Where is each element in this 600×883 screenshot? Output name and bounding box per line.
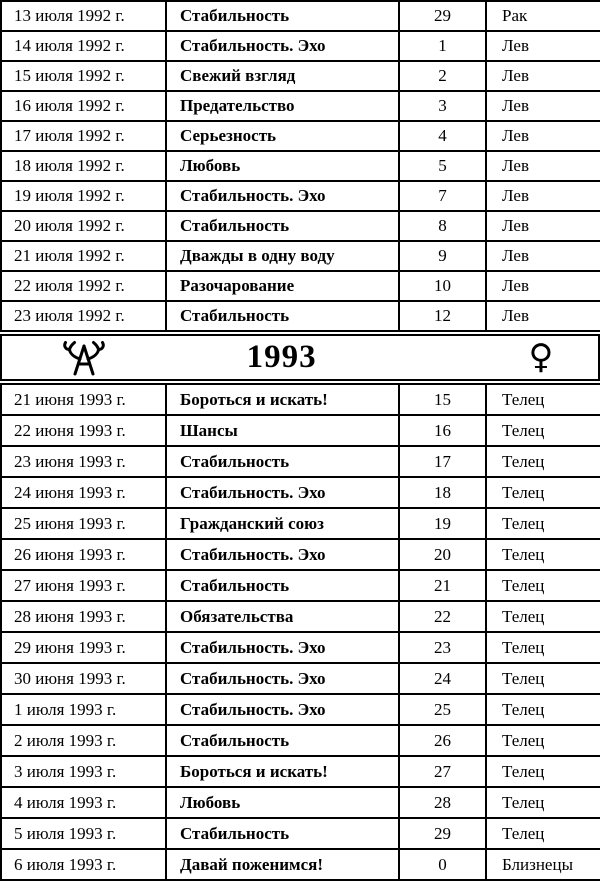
date-cell: 29 июня 1993 г. bbox=[1, 632, 166, 663]
title-cell: Бороться и искать! bbox=[166, 384, 399, 415]
table-row bbox=[1, 508, 600, 539]
table-row bbox=[1, 271, 600, 301]
title-cell: Стабильность bbox=[166, 1, 399, 31]
number-cell: 22 bbox=[399, 601, 486, 632]
sign-cell: Телец bbox=[486, 539, 600, 570]
number-cell: 29 bbox=[399, 1, 486, 31]
number-cell: 3 bbox=[399, 91, 486, 121]
date-cell: 24 июня 1993 г. bbox=[1, 477, 166, 508]
table-row bbox=[1, 181, 600, 211]
sign-cell: Лев bbox=[486, 61, 600, 91]
number-cell: 29 bbox=[399, 818, 486, 849]
date-cell: 23 июля 1992 г. bbox=[1, 301, 166, 331]
sign-cell: Телец bbox=[486, 508, 600, 539]
year-heading: 1993 bbox=[246, 339, 317, 375]
number-cell: 17 bbox=[399, 446, 486, 477]
sign-cell: Лев bbox=[486, 241, 600, 271]
date-cell: 1 июля 1993 г. bbox=[1, 694, 166, 725]
sign-cell: Лев bbox=[486, 151, 600, 181]
date-cell: 22 июля 1992 г. bbox=[1, 271, 166, 301]
table-row bbox=[1, 31, 600, 61]
sign-cell: Рак bbox=[486, 1, 600, 31]
events-table-1992 bbox=[0, 0, 600, 332]
table-row bbox=[1, 211, 600, 241]
sign-cell: Близнецы bbox=[486, 849, 600, 880]
number-cell: 26 bbox=[399, 725, 486, 756]
date-cell: 21 июля 1992 г. bbox=[1, 241, 166, 271]
date-cell: 28 июня 1993 г. bbox=[1, 601, 166, 632]
date-cell: 22 июня 1993 г. bbox=[1, 415, 166, 446]
title-cell: Стабильность bbox=[166, 211, 399, 241]
title-cell: Стабильность. Эхо bbox=[166, 663, 399, 694]
venus-icon: ♀ bbox=[528, 337, 554, 377]
sign-cell: Телец bbox=[486, 384, 600, 415]
date-cell: 18 июля 1992 г. bbox=[1, 151, 166, 181]
title-cell: Свежий взгляд bbox=[166, 61, 399, 91]
date-cell: 16 июля 1992 г. bbox=[1, 91, 166, 121]
date-cell: 14 июля 1992 г. bbox=[1, 31, 166, 61]
number-cell: 2 bbox=[399, 61, 486, 91]
table-row bbox=[1, 632, 600, 663]
title-cell: Шансы bbox=[166, 415, 399, 446]
sign-cell: Телец bbox=[486, 632, 600, 663]
table-row bbox=[1, 446, 600, 477]
title-cell: Бороться и искать! bbox=[166, 756, 399, 787]
title-cell: Стабильность. Эхо bbox=[166, 477, 399, 508]
sign-cell: Телец bbox=[486, 818, 600, 849]
date-cell: 6 июля 1993 г. bbox=[1, 849, 166, 880]
title-cell: Стабильность bbox=[166, 725, 399, 756]
title-cell: Стабильность bbox=[166, 818, 399, 849]
number-cell: 12 bbox=[399, 301, 486, 331]
number-cell: 16 bbox=[399, 415, 486, 446]
sign-cell: Лев bbox=[486, 91, 600, 121]
date-cell: 26 июня 1993 г. bbox=[1, 539, 166, 570]
date-cell: 25 июня 1993 г. bbox=[1, 508, 166, 539]
sign-cell: Телец bbox=[486, 663, 600, 694]
year-band bbox=[0, 334, 600, 381]
date-cell: 13 июля 1992 г. bbox=[1, 1, 166, 31]
date-cell: 5 июля 1993 г. bbox=[1, 818, 166, 849]
date-cell: 4 июля 1993 г. bbox=[1, 787, 166, 818]
title-cell: Любовь bbox=[166, 787, 399, 818]
number-cell: 18 bbox=[399, 477, 486, 508]
number-cell: 24 bbox=[399, 663, 486, 694]
events-table-1992-body bbox=[1, 1, 600, 331]
title-cell: Разочарование bbox=[166, 271, 399, 301]
table-row bbox=[1, 415, 600, 446]
date-cell: 2 июля 1993 г. bbox=[1, 725, 166, 756]
title-cell: Стабильность. Эхо bbox=[166, 694, 399, 725]
sign-cell: Телец bbox=[486, 787, 600, 818]
number-cell: 4 bbox=[399, 121, 486, 151]
number-cell: 15 bbox=[399, 384, 486, 415]
date-cell: 20 июля 1992 г. bbox=[1, 211, 166, 241]
sign-cell: Телец bbox=[486, 570, 600, 601]
date-cell: 15 июля 1992 г. bbox=[1, 61, 166, 91]
date-cell: 21 июня 1993 г. bbox=[1, 384, 166, 415]
table-row bbox=[1, 151, 600, 181]
table-row bbox=[1, 787, 600, 818]
title-cell: Любовь bbox=[166, 151, 399, 181]
table-row bbox=[1, 601, 600, 632]
title-cell: Гражданский союз bbox=[166, 508, 399, 539]
table-row bbox=[1, 301, 600, 331]
title-cell: Давай поженимся! bbox=[166, 849, 399, 880]
date-cell: 19 июля 1992 г. bbox=[1, 181, 166, 211]
number-cell: 28 bbox=[399, 787, 486, 818]
number-cell: 1 bbox=[399, 31, 486, 61]
sign-cell: Телец bbox=[486, 477, 600, 508]
sign-cell: Телец bbox=[486, 694, 600, 725]
title-cell: Обязательства bbox=[166, 601, 399, 632]
title-cell: Стабильность. Эхо bbox=[166, 632, 399, 663]
table-row bbox=[1, 121, 600, 151]
date-cell: 3 июля 1993 г. bbox=[1, 756, 166, 787]
sign-cell: Лев bbox=[486, 301, 600, 331]
number-cell: 19 bbox=[399, 508, 486, 539]
number-cell: 21 bbox=[399, 570, 486, 601]
date-cell: 30 июня 1993 г. bbox=[1, 663, 166, 694]
number-cell: 10 bbox=[399, 271, 486, 301]
sign-cell: Телец bbox=[486, 446, 600, 477]
date-cell: 17 июля 1992 г. bbox=[1, 121, 166, 151]
sign-cell: Телец bbox=[486, 756, 600, 787]
number-cell: 23 bbox=[399, 632, 486, 663]
table-row bbox=[1, 539, 600, 570]
title-cell: Предательство bbox=[166, 91, 399, 121]
table-row bbox=[1, 694, 600, 725]
title-cell: Стабильность. Эхо bbox=[166, 31, 399, 61]
title-cell: Стабильность. Эхо bbox=[166, 539, 399, 570]
table-row bbox=[1, 756, 600, 787]
title-cell: Серьезность bbox=[166, 121, 399, 151]
table-row bbox=[1, 849, 600, 880]
table-row bbox=[1, 477, 600, 508]
table-row bbox=[1, 241, 600, 271]
table-row bbox=[1, 1, 600, 31]
sign-cell: Лев bbox=[486, 271, 600, 301]
number-cell: 20 bbox=[399, 539, 486, 570]
table-row bbox=[1, 91, 600, 121]
title-cell: Стабильность bbox=[166, 570, 399, 601]
sign-cell: Телец bbox=[486, 725, 600, 756]
number-cell: 7 bbox=[399, 181, 486, 211]
table-row bbox=[1, 663, 600, 694]
table-row bbox=[1, 818, 600, 849]
crayfish-icon bbox=[2, 339, 166, 377]
sign-cell: Лев bbox=[486, 31, 600, 61]
table-row bbox=[1, 384, 600, 415]
title-cell: Стабильность bbox=[166, 301, 399, 331]
date-cell: 27 июня 1993 г. bbox=[1, 570, 166, 601]
number-cell: 27 bbox=[399, 756, 486, 787]
sign-cell: Телец bbox=[486, 415, 600, 446]
table-row bbox=[1, 61, 600, 91]
number-cell: 9 bbox=[399, 241, 486, 271]
sign-cell: Лев bbox=[486, 121, 600, 151]
number-cell: 25 bbox=[399, 694, 486, 725]
events-table-1993-body bbox=[1, 384, 600, 880]
title-cell: Стабильность bbox=[166, 446, 399, 477]
number-cell: 0 bbox=[399, 849, 486, 880]
number-cell: 8 bbox=[399, 211, 486, 241]
events-table-1993 bbox=[0, 383, 600, 881]
sign-cell: Лев bbox=[486, 181, 600, 211]
title-cell: Стабильность. Эхо bbox=[166, 181, 399, 211]
table-row bbox=[1, 570, 600, 601]
sign-cell: Телец bbox=[486, 601, 600, 632]
number-cell: 5 bbox=[399, 151, 486, 181]
title-cell: Дважды в одну воду bbox=[166, 241, 399, 271]
date-cell: 23 июня 1993 г. bbox=[1, 446, 166, 477]
table-row bbox=[1, 725, 600, 756]
sign-cell: Лев bbox=[486, 211, 600, 241]
